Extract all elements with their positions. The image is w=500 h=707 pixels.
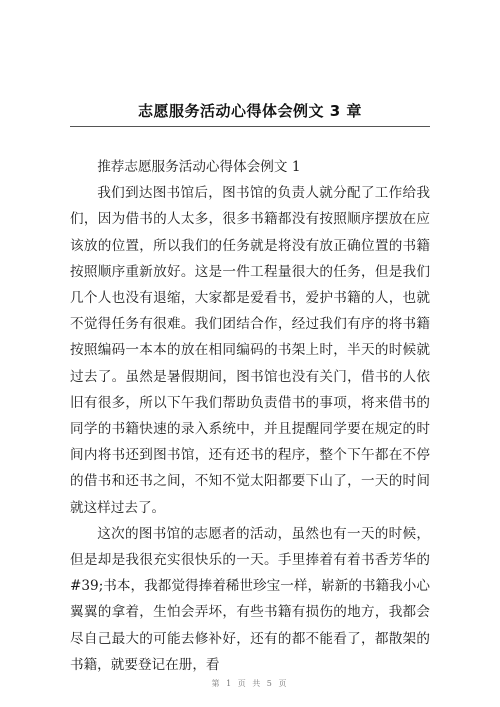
- section-heading: 推荐志愿服务活动心得体会例文 1: [97, 159, 301, 175]
- body-paragraph: 这次的图书馆的志愿者的活动，虽然也有一天的时候，但是却是我很充实很快乐的一天。手里捧着有着书香芳华的#39;书本，我都觉得捧着稀世珍宝一样，崭新的书籍我小心翼翼的拿着，生怕会弄坏，有些书籍有损伤的地方，我都会尽自己最大的可能去修补好，还有的都不能看了，都散架的书籍，就要登记在册，看: [70, 525, 430, 673]
- document-title: 志愿服务活动心得体会例文 3 章: [138, 102, 362, 120]
- page-number-footer: 第 1 页 共 5 页: [211, 679, 289, 688]
- document-body: [70, 154, 430, 678]
- body-paragraph: 我们到达图书馆后，图书馆的负责人就分配了工作给我们，因为借书的人太多，很多书籍都没有按照顺序摆放在应该放的位置，所以我们的任务就是将没有放正确位置的书籍按照顺序重新放好。这是一件工程量很大的任务，但是我们几个人也没有退缩，大家都是爱看书，爱护书籍的人，也就不觉得任务有很难。我们团结合作，经过我们有序的将书籍按照编码一本本的放在相同编码的书架上时，半天的时候就过去了。虽然是暑假期间，图书馆也没有关门，借书的人依旧有很多，所以下午我们帮助负责借书的事项，将来借书的同学的书籍快速的录入系统中，并且提醒同学要在规定的时间内将书还到图书馆，还有还书的程序，整个下午都在不停的借书和还书之间，不知不觉太阳都要下山了，一天的时间就这样过去了。: [70, 185, 430, 516]
- title-divider: [70, 126, 430, 127]
